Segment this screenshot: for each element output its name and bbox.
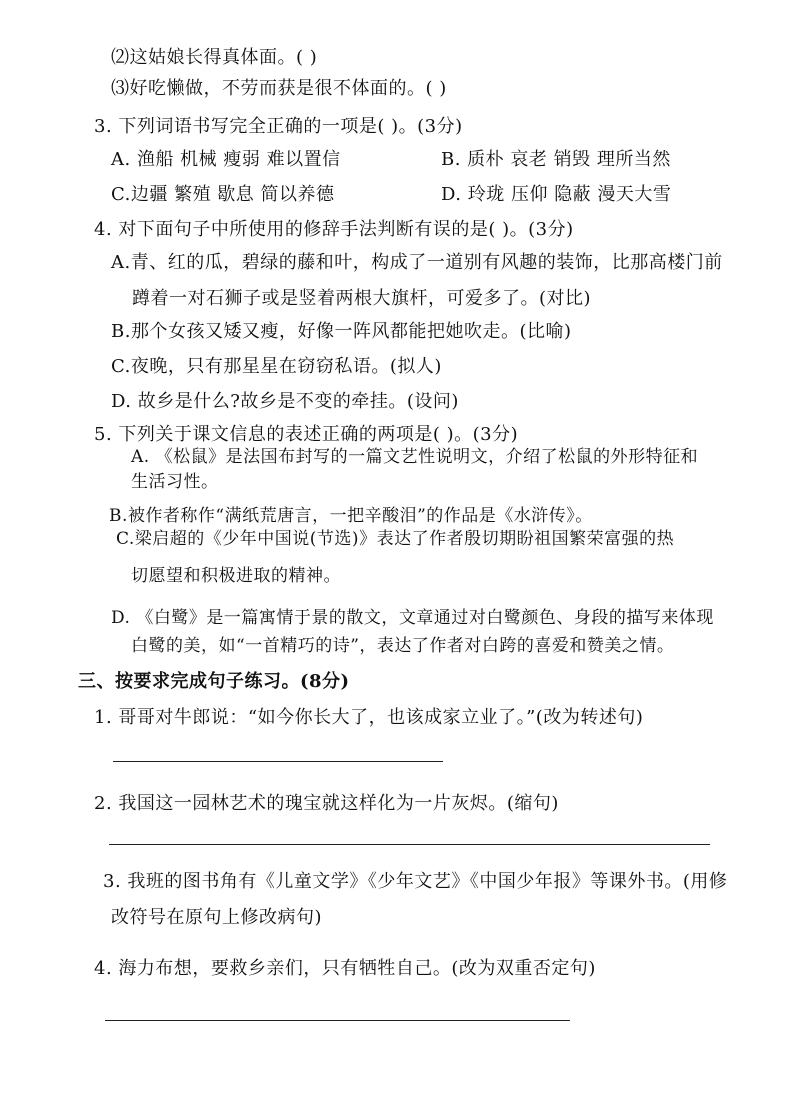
q3-option-b: B. 质朴 哀老 销毁 理所当然: [441, 149, 671, 170]
sentence-task-1: 1. 哥哥对牛郎说：“如今你长大了，也该成家立业了。”(改为转述句): [94, 707, 644, 728]
sentence-task-3-line1: 3. 我班的图书角有《儿童文学》《少年文艺》《中国少年报》等课外书。(用修: [103, 871, 728, 892]
answer-line-2[interactable]: [109, 844, 710, 845]
q4-option-b: B.那个女孩又矮又瘦，好像一阵风都能把她吹走。(比喻): [111, 321, 572, 342]
answer-line-1[interactable]: [113, 761, 443, 762]
q3-option-d: D. 玲珑 压仰 隐蔽 漫天大雪: [441, 184, 672, 205]
q5-option-d-line2: 白鹭的美，如“一首精巧的诗”，表达了作者对白跨的喜爱和赞美之情。: [131, 636, 675, 656]
q5-option-a-line2: 生活习性。: [131, 472, 219, 492]
q5-stem: 5. 下列关于课文信息的表述正确的两项是( )。(3分): [94, 424, 519, 445]
q4-option-a-line1: A.青、红的瓜，碧绿的藤和叶，构成了一道别有风趣的装饰，比那高楼门前: [111, 252, 723, 273]
q4-stem: 4. 对下面句子中所使用的修辞手法判断有误的是( )。(3分): [94, 219, 574, 240]
q3-stem: 3. 下列词语书写完全正确的一项是( )。(3分): [94, 116, 463, 137]
q4-option-a-line2: 蹲着一对石狮子或是竖着两根大旗杆，可爱多了。(对比): [132, 288, 592, 309]
answer-line-4[interactable]: [105, 1020, 570, 1021]
q5-option-d-line1: D. 《白鹭》是一篇寓情于景的散文，文章通过对白鹭颜色、身段的描写来体现: [111, 608, 714, 628]
q3-option-c: C.边疆 繁殖 歇息 简以养德: [111, 184, 335, 205]
sentence-task-4: 4. 海力布想，要救乡亲们，只有牺牲自己。(改为双重否定句): [94, 958, 596, 979]
q4-option-d: D. 故乡是什么?故乡是不变的牵挂。(设问): [111, 391, 459, 412]
q5-option-b: B.被作者称作“满纸荒唐言，一把辛酸泪”的作品是《水浒传》。: [109, 506, 593, 526]
q5-option-c-line1: C.梁启超的《少年中国说(节选)》表达了作者殷切期盼祖国繁荣富强的热: [116, 529, 675, 549]
sentence-task-2: 2. 我国这一园林艺术的瑰宝就这样化为一片灰烬。(缩句): [94, 793, 559, 814]
q5-option-a-line1: A. 《松鼠》是法国布封写的一篇文艺性说明文，介绍了松鼠的外形特征和: [131, 447, 699, 467]
q3-option-a: A. 渔船 机械 瘦弱 难以置信: [111, 149, 341, 170]
q2-item-3: ⑶好吃懒做，不劳而获是很不体面的。( ): [111, 78, 447, 99]
sentence-task-3-line2: 改符号在原句上修改病句): [111, 907, 323, 928]
q5-option-c-line2: 切愿望和积极进取的精神。: [131, 566, 341, 586]
q2-item-2: ⑵这姑娘长得真体面。( ): [111, 47, 318, 68]
section-3-heading: 三、按要求完成句子练习。(8分): [78, 671, 350, 692]
q4-option-c: C.夜晚，只有那星星在窃窃私语。(拟人): [111, 356, 442, 377]
